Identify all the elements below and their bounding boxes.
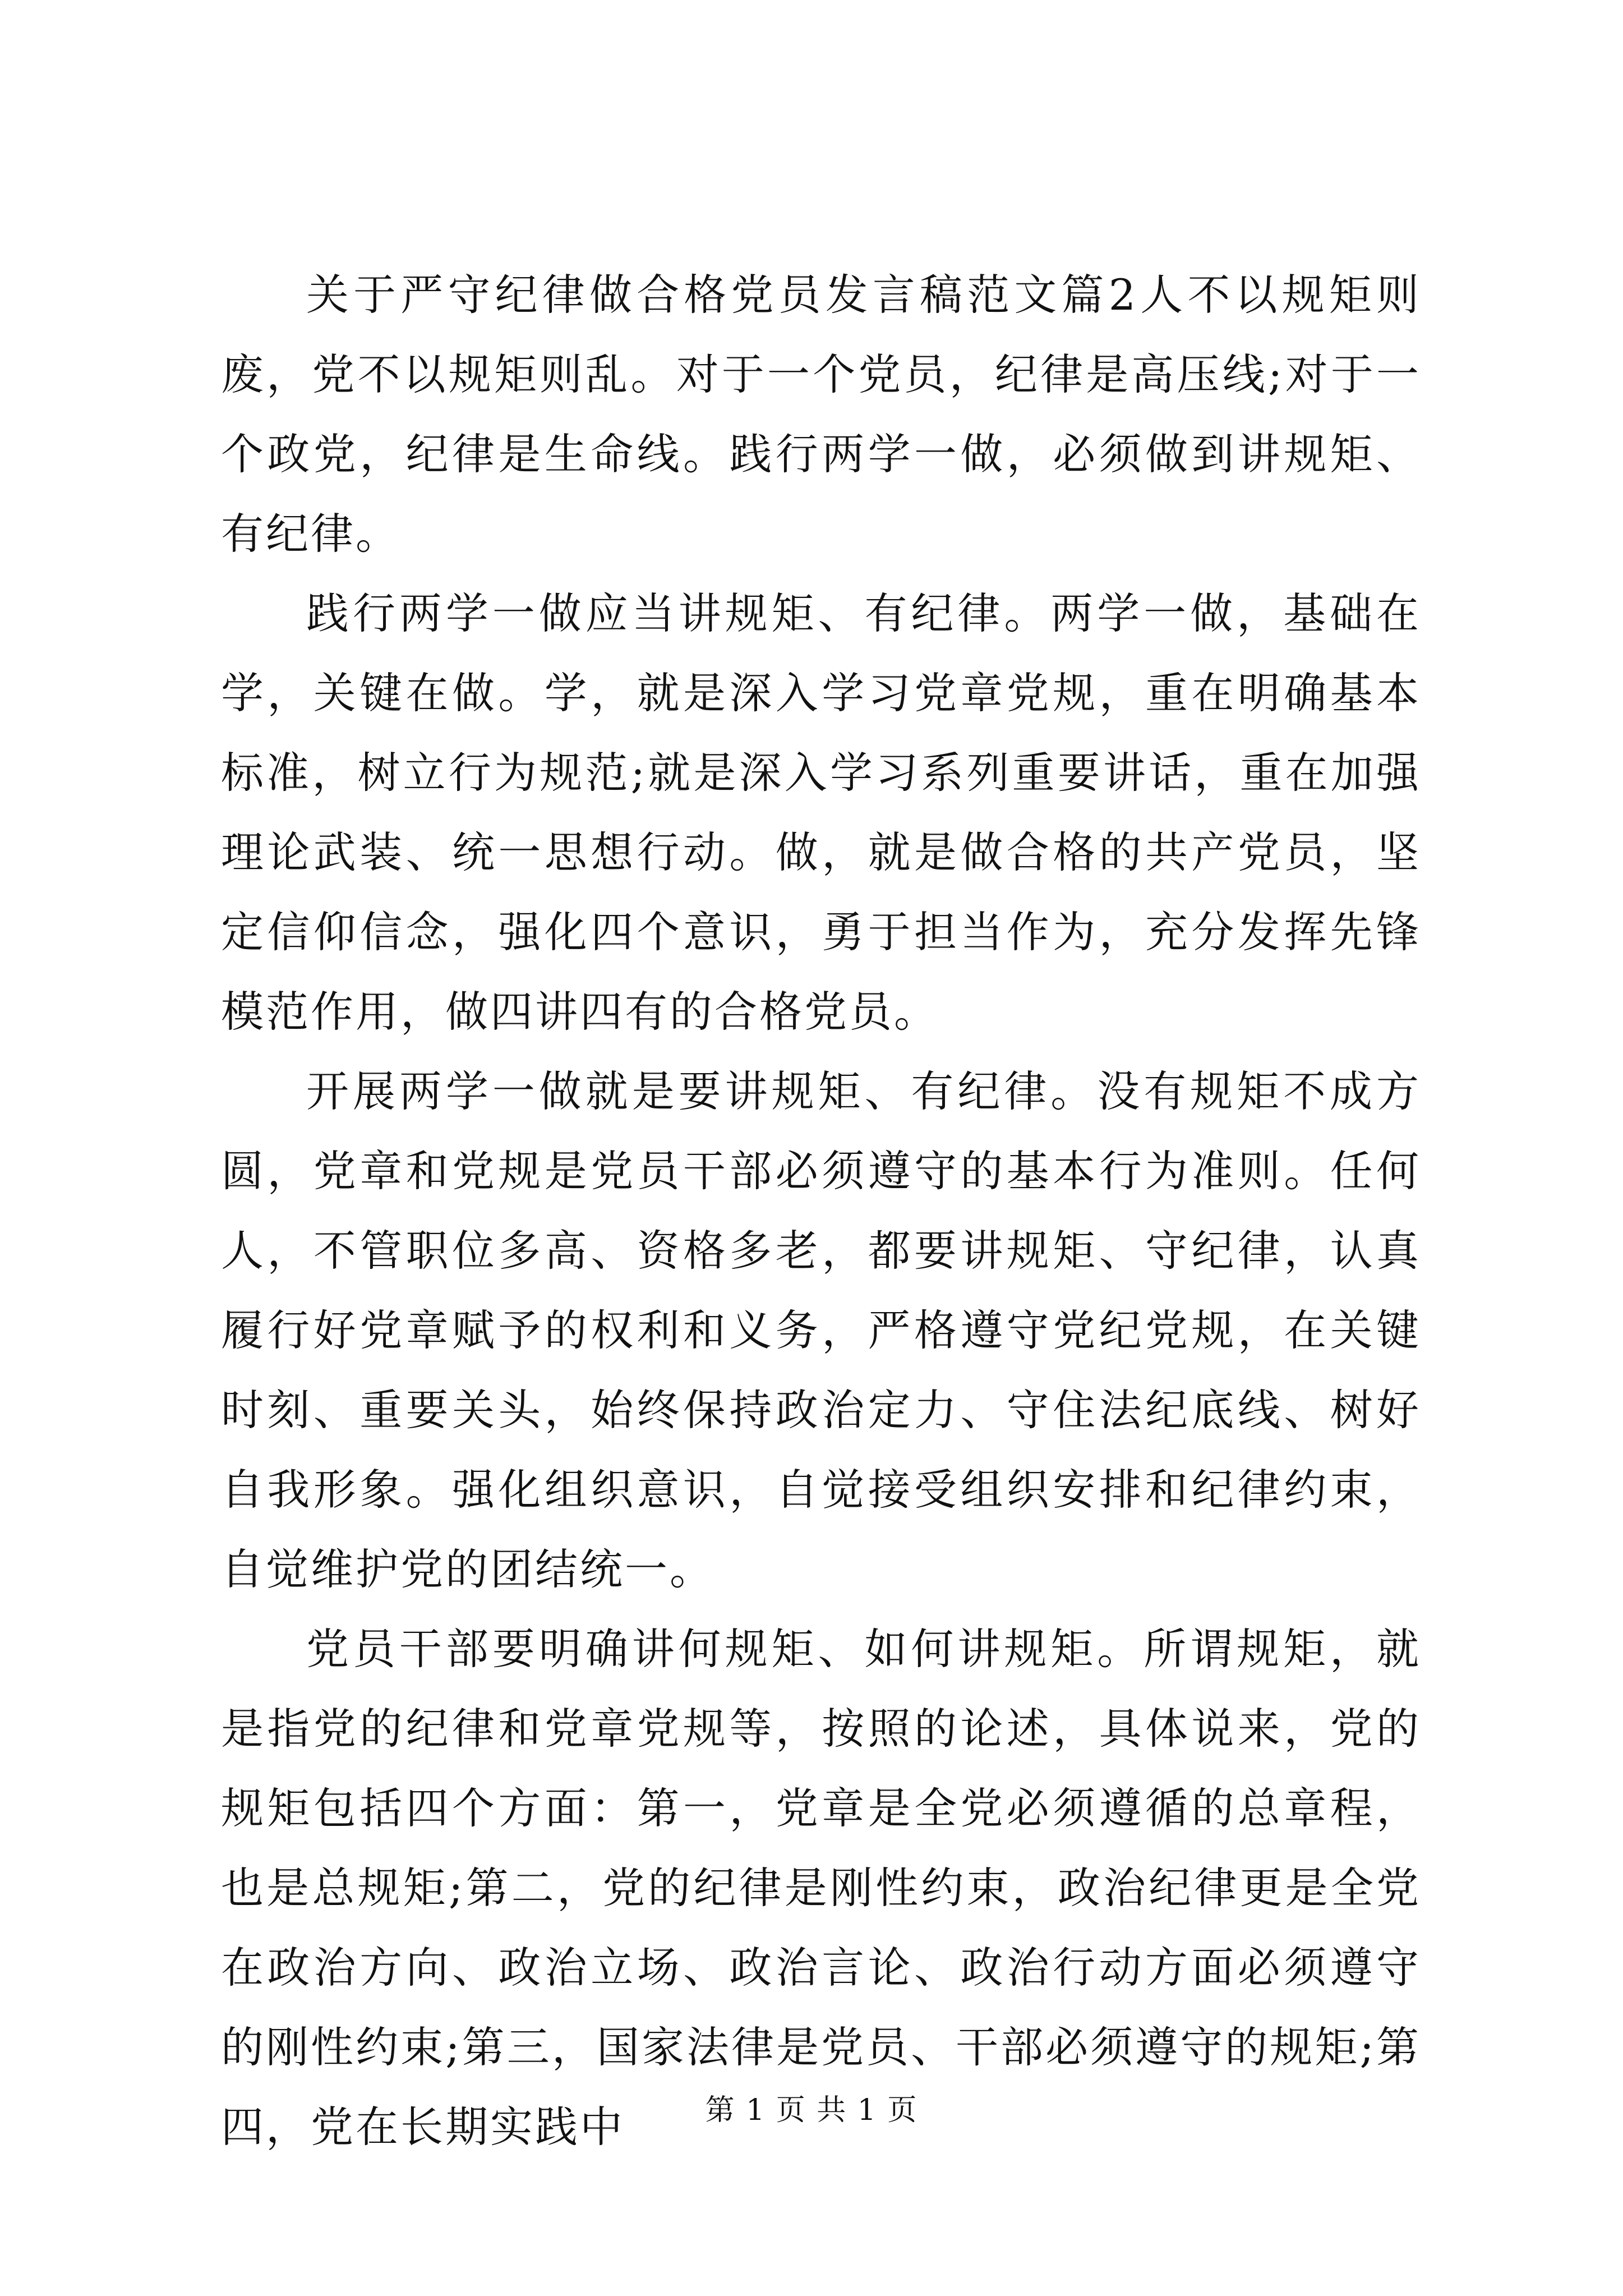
paragraph-4: 党员干部要明确讲何规矩、如何讲规矩。所谓规矩，就是指党的纪律和党章党规等，按照的论述，具体说来，党的规矩包括四个方面：第一，党章是全党必须遵循的总章程，也是总规矩;第二，党的纪律是刚性约束，政治纪律更是全党在政治方向、政治立场、政治言论、政治行动方面必须遵守的刚性约束;第三，国家法律是党员、干部必须遵守的规矩;第四，党在长期实践中 (221, 1624, 1421, 2152)
paragraph-3: 开展两学一做就是要讲规矩、有纪律。没有规矩不成方圆，党章和党规是党员干部必须遵守的基本行为准则。任何人，不管职位多高、资格多老，都要讲规矩、守纪律，认真履行好党章赋予的权利和义务，严格遵守党纪党规，在关键时刻、重要关头，始终保持政治定力、守住法纪底线、树好自我形象。强化组织意识，自觉接受组织安排和纪律约束，自觉维护党的团结统一。 (221, 1066, 1421, 1594)
document-body (221, 255, 1421, 2167)
page-footer: 第 1 页 共 1 页 (705, 2093, 918, 2127)
paragraph-1: 关于严守纪律做合格党员发言稿范文篇2人不以规矩则废，党不以规矩则乱。对于一个党员，纪律是高压线;对于一个政党，纪律是生命线。践行两学一做，必须做到讲规矩、有纪律。 (221, 270, 1421, 559)
paragraph-2: 践行两学一做应当讲规矩、有纪律。两学一做，基础在学，关键在做。学，就是深入学习党章党规，重在明确基本标准，树立行为规范;就是深入学习系列重要讲话，重在加强理论武装、统一思想行动。做，就是做合格的共产党员，坚定信仰信念，强化四个意识，勇于担当作为，充分发挥先锋模范作用，做四讲四有的合格党员。 (221, 588, 1421, 1037)
